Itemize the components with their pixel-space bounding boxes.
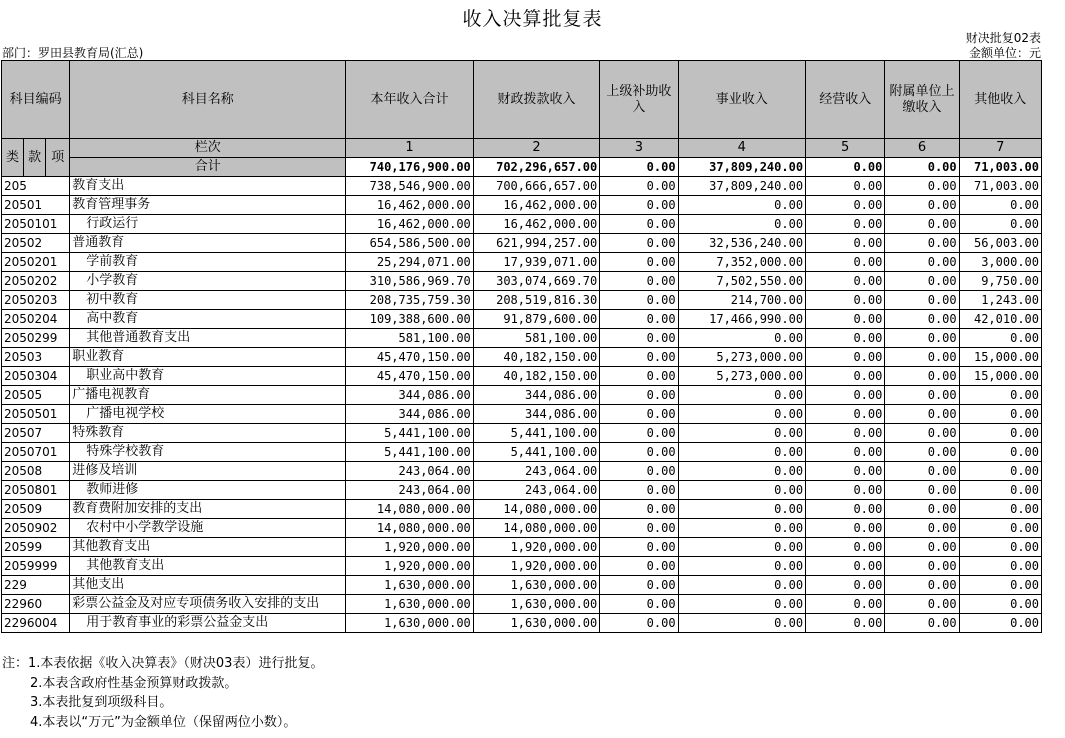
amount-cell: 0.00: [959, 576, 1041, 595]
table-row: [2, 253, 1042, 272]
amount-cell: 0.00: [600, 614, 678, 633]
total-value: 71,003.00: [959, 158, 1041, 177]
subject-name: 初中教育: [70, 291, 346, 310]
amount-cell: 344,086.00: [346, 386, 473, 405]
amount-cell: 0.00: [806, 196, 885, 215]
amount-cell: 16,462,000.00: [473, 215, 599, 234]
amount-cell: 0.00: [885, 424, 959, 443]
subject-code: 20507: [2, 424, 70, 443]
amount-cell: 0.00: [600, 538, 678, 557]
total-value: 0.00: [806, 158, 885, 177]
subject-code: 2050204: [2, 310, 70, 329]
amount-cell: 0.00: [600, 386, 678, 405]
amount-cell: 7,352,000.00: [678, 253, 805, 272]
amount-cell: 40,182,150.00: [473, 367, 599, 386]
total-value: 0.00: [885, 158, 959, 177]
column-index-2: 2: [473, 139, 599, 158]
footnote: 3.本表批复到项级科目。: [30, 695, 173, 710]
amount-cell: 0.00: [678, 443, 805, 462]
amount-cell: 91,879,600.00: [473, 310, 599, 329]
table-row: [2, 424, 1042, 443]
amount-cell: 16,462,000.00: [473, 196, 599, 215]
subject-code: 20501: [2, 196, 70, 215]
amount-cell: 15,000.00: [959, 367, 1041, 386]
amount-cell: 0.00: [885, 234, 959, 253]
subject-name: 普通教育: [70, 234, 346, 253]
amount-cell: 581,100.00: [346, 329, 473, 348]
amount-cell: 0.00: [600, 500, 678, 519]
subject-code: 20508: [2, 462, 70, 481]
amount-cell: 0.00: [885, 443, 959, 462]
subject-name: 高中教育: [70, 310, 346, 329]
amount-cell: 0.00: [885, 557, 959, 576]
table-row: [2, 576, 1042, 595]
amount-cell: 0.00: [600, 215, 678, 234]
total-row: [2, 158, 1042, 177]
amount-cell: 37,809,240.00: [678, 177, 805, 196]
amount-cell: 45,470,150.00: [346, 348, 473, 367]
amount-cell: 0.00: [959, 196, 1041, 215]
department-label: 部门：罗田县教育局(汇总): [2, 46, 144, 60]
footnote: 4.本表以“万元”为金额单位（保留两位小数）。: [30, 714, 297, 730]
subject-code: 2050202: [2, 272, 70, 291]
amount-cell: 15,000.00: [959, 348, 1041, 367]
subject-name: 农村中小学教学设施: [70, 519, 346, 538]
amount-cell: 0.00: [885, 348, 959, 367]
amount-cell: 0.00: [806, 462, 885, 481]
amount-cell: 5,441,100.00: [346, 424, 473, 443]
subject-name: 其他教育支出: [70, 538, 346, 557]
amount-cell: 0.00: [806, 519, 885, 538]
amount-cell: 0.00: [885, 462, 959, 481]
amount-cell: 0.00: [885, 196, 959, 215]
amount-cell: 0.00: [959, 519, 1041, 538]
amount-cell: 0.00: [959, 424, 1041, 443]
subject-code: 2050101: [2, 215, 70, 234]
table-row: [2, 538, 1042, 557]
amount-cell: 0.00: [885, 291, 959, 310]
amount-cell: 25,294,071.00: [346, 253, 473, 272]
table-row: [2, 215, 1042, 234]
amount-cell: 0.00: [885, 367, 959, 386]
amount-cell: 0.00: [600, 310, 678, 329]
amount-cell: 5,441,100.00: [473, 424, 599, 443]
amount-cell: 0.00: [806, 443, 885, 462]
subject-code: 2296004: [2, 614, 70, 633]
amount-cell: 1,920,000.00: [473, 538, 599, 557]
subject-name: 特殊教育: [70, 424, 346, 443]
subject-code: 22960: [2, 595, 70, 614]
amount-cell: 0.00: [806, 424, 885, 443]
amount-cell: 0.00: [806, 177, 885, 196]
amount-cell: 243,064.00: [346, 481, 473, 500]
amount-cell: 0.00: [959, 481, 1041, 500]
amount-cell: 654,586,500.00: [346, 234, 473, 253]
subject-name: 其他支出: [70, 576, 346, 595]
subject-name: 广播电视教育: [70, 386, 346, 405]
table-row: [2, 234, 1042, 253]
table-row: [2, 500, 1042, 519]
subject-name: 教育费附加安排的支出: [70, 500, 346, 519]
subject-name: 其他普通教育支出: [70, 329, 346, 348]
subject-code: 205: [2, 177, 70, 196]
amount-cell: 0.00: [806, 291, 885, 310]
subject-code: 229: [2, 576, 70, 595]
subject-code: 2050701: [2, 443, 70, 462]
subject-code: 20505: [2, 386, 70, 405]
amount-cell: 109,388,600.00: [346, 310, 473, 329]
amount-cell: 0.00: [678, 405, 805, 424]
amount-cell: 214,700.00: [678, 291, 805, 310]
amount-cell: 1,630,000.00: [473, 576, 599, 595]
amount-cell: 0.00: [600, 367, 678, 386]
amount-cell: 0.00: [806, 253, 885, 272]
subject-code: 2050201: [2, 253, 70, 272]
amount-cell: 0.00: [806, 310, 885, 329]
amount-cell: 0.00: [600, 348, 678, 367]
amount-cell: 344,086.00: [346, 405, 473, 424]
amount-cell: 0.00: [600, 424, 678, 443]
amount-cell: 0.00: [885, 519, 959, 538]
amount-cell: 1,243.00: [959, 291, 1041, 310]
amount-cell: 0.00: [678, 196, 805, 215]
table-row: [2, 367, 1042, 386]
amount-cell: 0.00: [600, 481, 678, 500]
header-subject-name: 科目名称: [70, 61, 346, 139]
amount-cell: 0.00: [885, 253, 959, 272]
amount-cell: 0.00: [806, 481, 885, 500]
header-operating-income: 经营收入: [806, 61, 885, 139]
amount-cell: 0.00: [806, 386, 885, 405]
amount-cell: 0.00: [600, 595, 678, 614]
amount-cell: 0.00: [806, 272, 885, 291]
amount-cell: 0.00: [959, 614, 1041, 633]
subject-name: 进修及培训: [70, 462, 346, 481]
amount-cell: 0.00: [885, 386, 959, 405]
total-label: 合计: [70, 158, 346, 177]
amount-cell: 0.00: [600, 196, 678, 215]
subject-name: 学前教育: [70, 253, 346, 272]
amount-cell: 0.00: [885, 576, 959, 595]
column-index-3: 3: [600, 139, 678, 158]
table-row: [2, 405, 1042, 424]
amount-cell: 581,100.00: [473, 329, 599, 348]
amount-cell: 0.00: [885, 329, 959, 348]
amount-cell: 0.00: [678, 576, 805, 595]
amount-unit: 金额单位：元: [968, 46, 1041, 60]
amount-cell: 0.00: [678, 519, 805, 538]
subject-code: 2050902: [2, 519, 70, 538]
amount-cell: 16,462,000.00: [346, 215, 473, 234]
header-subject-code: 科目编码: [2, 61, 70, 139]
amount-cell: 0.00: [885, 500, 959, 519]
subject-code: 2050801: [2, 481, 70, 500]
amount-cell: 14,080,000.00: [346, 500, 473, 519]
amount-cell: 0.00: [600, 576, 678, 595]
amount-cell: 1,920,000.00: [473, 557, 599, 576]
subject-name: 行政运行: [70, 215, 346, 234]
amount-cell: 0.00: [959, 329, 1041, 348]
column-index-4: 4: [678, 139, 805, 158]
amount-cell: 0.00: [600, 443, 678, 462]
amount-cell: 0.00: [678, 215, 805, 234]
amount-cell: 1,630,000.00: [346, 576, 473, 595]
report-title: 收入决算批复表: [462, 8, 603, 30]
amount-cell: 17,939,071.00: [473, 253, 599, 272]
amount-cell: 32,536,240.00: [678, 234, 805, 253]
table-row: [2, 386, 1042, 405]
header-xiang: 项: [46, 139, 70, 177]
amount-cell: 1,630,000.00: [473, 614, 599, 633]
subject-code: 2050501: [2, 405, 70, 424]
subject-name: 教育管理事务: [70, 196, 346, 215]
amount-cell: 7,502,550.00: [678, 272, 805, 291]
subject-name: 小学教育: [70, 272, 346, 291]
amount-cell: 17,466,990.00: [678, 310, 805, 329]
total-value: 0.00: [600, 158, 678, 177]
header-subsidiary-income: 附属单位上缴收入: [885, 61, 959, 139]
amount-cell: 14,080,000.00: [346, 519, 473, 538]
amount-cell: 56,003.00: [959, 234, 1041, 253]
amount-cell: 208,519,816.30: [473, 291, 599, 310]
amount-cell: 0.00: [600, 253, 678, 272]
amount-cell: 0.00: [885, 215, 959, 234]
subject-name: 职业高中教育: [70, 367, 346, 386]
header-other-income: 其他收入: [959, 61, 1041, 139]
amount-cell: 0.00: [959, 215, 1041, 234]
footnote: 注：1.本表依据《收入决算表》（财决03表）进行批复。: [2, 656, 324, 671]
subject-name: 其他教育支出: [70, 557, 346, 576]
header-lei: 类: [2, 139, 24, 177]
amount-cell: 0.00: [678, 424, 805, 443]
amount-cell: 0.00: [806, 557, 885, 576]
amount-cell: 303,074,669.70: [473, 272, 599, 291]
amount-cell: 0.00: [678, 481, 805, 500]
amount-cell: 0.00: [600, 519, 678, 538]
amount-cell: 0.00: [600, 329, 678, 348]
table-row: [2, 614, 1042, 633]
subject-name: 彩票公益金及对应专项债务收入安排的支出: [70, 595, 346, 614]
amount-cell: 0.00: [678, 329, 805, 348]
subject-name: 职业教育: [70, 348, 346, 367]
table-row: [2, 481, 1042, 500]
amount-cell: 1,920,000.00: [346, 557, 473, 576]
table-row: [2, 310, 1042, 329]
amount-cell: 0.00: [600, 291, 678, 310]
header-business-income: 事业收入: [678, 61, 805, 139]
amount-cell: 0.00: [959, 443, 1041, 462]
amount-cell: 0.00: [959, 557, 1041, 576]
amount-cell: 344,086.00: [473, 405, 599, 424]
table-row: [2, 443, 1042, 462]
amount-cell: 0.00: [959, 405, 1041, 424]
subject-code: 2050304: [2, 367, 70, 386]
amount-cell: 0.00: [806, 329, 885, 348]
subject-code: 2050203: [2, 291, 70, 310]
amount-cell: 0.00: [806, 614, 885, 633]
amount-cell: 0.00: [600, 557, 678, 576]
header-fiscal-appropriation: 财政拨款收入: [473, 61, 599, 139]
amount-cell: 1,920,000.00: [346, 538, 473, 557]
amount-cell: 0.00: [678, 500, 805, 519]
column-index-7: 7: [959, 139, 1041, 158]
total-value: 37,809,240.00: [678, 158, 805, 177]
amount-cell: 0.00: [806, 215, 885, 234]
subject-code: 2059999: [2, 557, 70, 576]
amount-cell: 738,546,900.00: [346, 177, 473, 196]
amount-cell: 0.00: [959, 462, 1041, 481]
column-index-1: 1: [346, 139, 473, 158]
amount-cell: 71,003.00: [959, 177, 1041, 196]
subject-name: 教育支出: [70, 177, 346, 196]
amount-cell: 16,462,000.00: [346, 196, 473, 215]
amount-cell: 0.00: [885, 538, 959, 557]
amount-cell: 0.00: [959, 538, 1041, 557]
amount-cell: 0.00: [806, 595, 885, 614]
amount-cell: 0.00: [806, 405, 885, 424]
amount-cell: 5,441,100.00: [346, 443, 473, 462]
table-row: [2, 348, 1042, 367]
amount-cell: 0.00: [600, 177, 678, 196]
table-row: [2, 272, 1042, 291]
subject-code: 20509: [2, 500, 70, 519]
table-row: [2, 557, 1042, 576]
amount-cell: 0.00: [885, 614, 959, 633]
amount-cell: 0.00: [959, 386, 1041, 405]
amount-cell: 45,470,150.00: [346, 367, 473, 386]
amount-cell: 5,441,100.00: [473, 443, 599, 462]
table-row: [2, 177, 1042, 196]
table-row: [2, 519, 1042, 538]
footnotes: [2, 654, 323, 732]
amount-cell: 0.00: [885, 272, 959, 291]
amount-cell: 1,630,000.00: [473, 595, 599, 614]
amount-cell: 0.00: [806, 348, 885, 367]
amount-cell: 344,086.00: [473, 386, 599, 405]
amount-cell: 0.00: [678, 386, 805, 405]
amount-cell: 9,750.00: [959, 272, 1041, 291]
table-row: [2, 291, 1042, 310]
amount-cell: 0.00: [806, 576, 885, 595]
amount-cell: 0.00: [885, 595, 959, 614]
amount-cell: 700,666,657.00: [473, 177, 599, 196]
amount-cell: 42,010.00: [959, 310, 1041, 329]
subject-name: 教师进修: [70, 481, 346, 500]
table-row: [2, 462, 1042, 481]
amount-cell: 0.00: [600, 234, 678, 253]
income-table: [1, 60, 1042, 633]
amount-cell: 0.00: [806, 500, 885, 519]
total-value: 702,296,657.00: [473, 158, 599, 177]
amount-cell: 0.00: [678, 538, 805, 557]
amount-cell: 621,994,257.00: [473, 234, 599, 253]
subject-name: 广播电视学校: [70, 405, 346, 424]
subject-code: 2050299: [2, 329, 70, 348]
amount-cell: 5,273,000.00: [678, 348, 805, 367]
amount-cell: 208,735,759.30: [346, 291, 473, 310]
header-total-income: 本年收入合计: [346, 61, 473, 139]
amount-cell: 0.00: [678, 614, 805, 633]
header-kuan: 款: [24, 139, 46, 177]
table-row: [2, 595, 1042, 614]
amount-cell: 1,630,000.00: [346, 595, 473, 614]
amount-cell: 0.00: [600, 462, 678, 481]
subject-code: 20599: [2, 538, 70, 557]
column-index-5: 5: [806, 139, 885, 158]
subject-code: 20503: [2, 348, 70, 367]
amount-cell: 0.00: [806, 234, 885, 253]
amount-cell: 0.00: [806, 367, 885, 386]
amount-cell: 0.00: [885, 481, 959, 500]
amount-cell: 0.00: [678, 557, 805, 576]
amount-cell: 3,000.00: [959, 253, 1041, 272]
amount-cell: 14,080,000.00: [473, 519, 599, 538]
form-code: 财决批复02表: [965, 31, 1041, 45]
total-value: 740,176,900.00: [346, 158, 473, 177]
amount-cell: 243,064.00: [346, 462, 473, 481]
footnote: 2.本表含政府性基金预算财政拨款。: [30, 675, 238, 691]
amount-cell: 310,586,969.70: [346, 272, 473, 291]
column-index-6: 6: [885, 139, 959, 158]
amount-cell: 243,064.00: [473, 462, 599, 481]
amount-cell: 5,273,000.00: [678, 367, 805, 386]
amount-cell: 0.00: [885, 177, 959, 196]
amount-cell: 1,630,000.00: [346, 614, 473, 633]
amount-cell: 0.00: [885, 405, 959, 424]
amount-cell: 0.00: [678, 595, 805, 614]
amount-cell: 40,182,150.00: [473, 348, 599, 367]
subject-name: 特殊学校教育: [70, 443, 346, 462]
header-lanci: 栏次: [70, 139, 346, 158]
amount-cell: 14,080,000.00: [473, 500, 599, 519]
table-row: [2, 329, 1042, 348]
amount-cell: 0.00: [600, 405, 678, 424]
subject-name: 用于教育事业的彩票公益金支出: [70, 614, 346, 633]
amount-cell: 243,064.00: [473, 481, 599, 500]
amount-cell: 0.00: [959, 595, 1041, 614]
amount-cell: 0.00: [678, 462, 805, 481]
header-superior-subsidy: 上级补助收入: [600, 61, 678, 139]
table-row: [2, 196, 1042, 215]
amount-cell: 0.00: [806, 538, 885, 557]
amount-cell: 0.00: [959, 500, 1041, 519]
amount-cell: 0.00: [600, 272, 678, 291]
subject-code: 20502: [2, 234, 70, 253]
amount-cell: 0.00: [885, 310, 959, 329]
